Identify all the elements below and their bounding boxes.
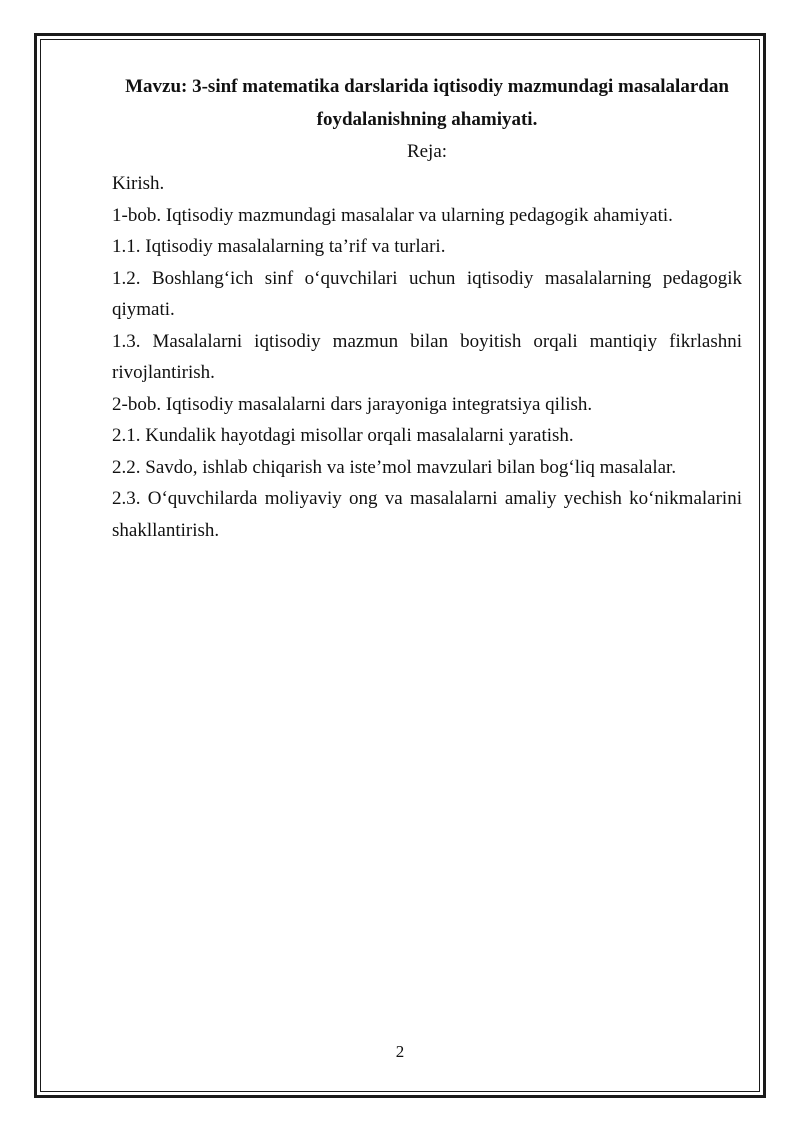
toc-item-2-1: 2.1. Kundalik hayotdagi misollar orqali masalalarni yaratish.	[112, 425, 574, 446]
page-number: 2	[395, 1042, 405, 1061]
toc-item-1-3: 1.3. Masalalarni iqtisodiy mazmun bilan boyitish orqali mantiqiy fikrlashni rivojlantirish.	[112, 330, 742, 383]
document-body	[112, 70, 742, 546]
toc-item-2-2: 2.2. Savdo, ishlab chiqarish va iste’mol mavzulari bilan bog‘liq masalalar.	[112, 456, 677, 478]
toc-item-1-2: 1.2. Boshlang‘ich sinf o‘quvchilari uchun iqtisodiy masalalarning pedagogik qiymati.	[112, 267, 742, 320]
toc-item-chapter-2: 2-bob. Iqtisodiy masalalarni dars jarayoniga integratsiya qilish.	[112, 393, 593, 415]
document-title: Mavzu: 3-sinf matematika darslarida iqtisodiy mazmundagi masalalardan foydalanishning ahamiyati.	[125, 76, 729, 130]
toc-item-introduction: Kirish.	[112, 173, 165, 194]
toc-item-1-1: 1.1. Iqtisodiy masalalarning ta’rif va turlari.	[112, 236, 446, 257]
toc-item-2-3: 2.3. O‘quvchilarda moliyaviy ong va masalalarni amaliy yechish ko‘nikmalarini shakllantirish.	[112, 488, 742, 541]
toc-item-chapter-1: 1-bob. Iqtisodiy mazmundagi masalalar va ularning pedagogik ahamiyati.	[112, 204, 673, 226]
plan-heading: Reja:	[406, 141, 448, 162]
